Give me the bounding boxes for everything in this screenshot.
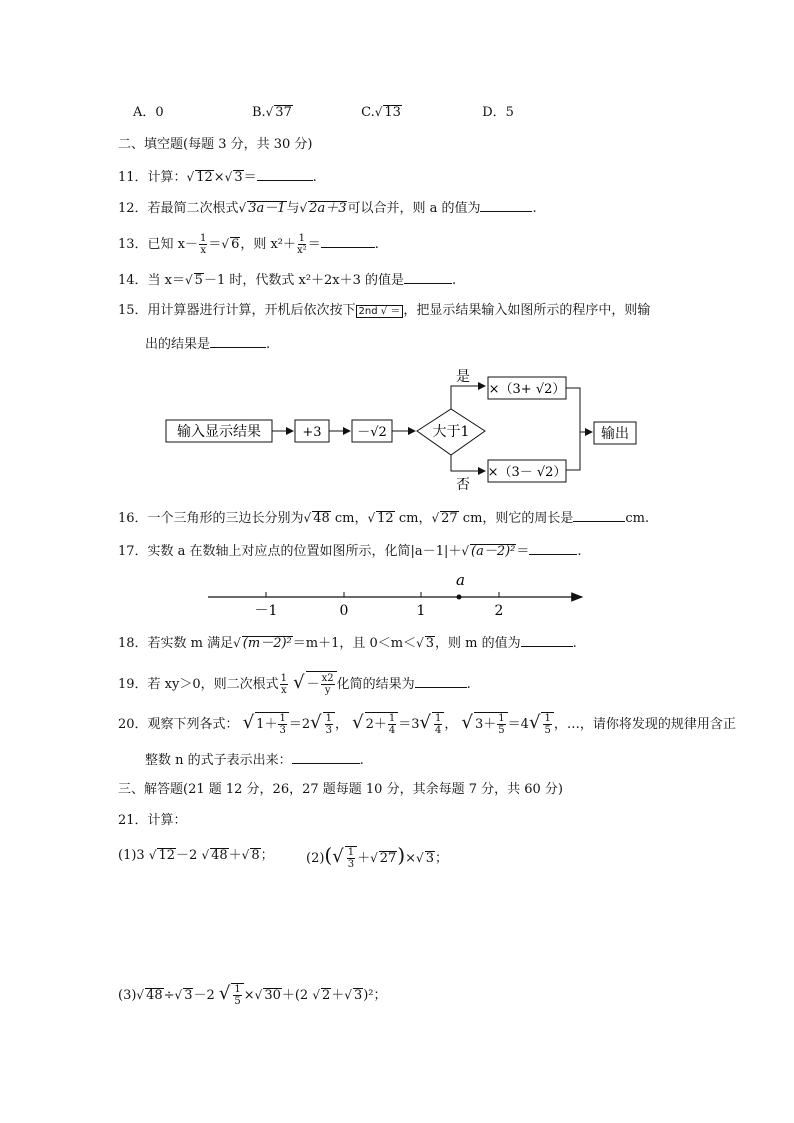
answer-blank[interactable] [321,234,375,248]
section3-heading: 三、解答题(21 题 12 分，26，27 题每题 10 分，其余每题 7 分，共 60 分) [118,782,563,797]
question-17: 17．实数 a 在数轴上对应点的位置如图所示，化简|a－1|＋√ (a－2)²＝ . [118,541,582,561]
section2-heading: 二、填空题(每题 3 分，共 30 分) [118,137,313,152]
flow-output-label: 输出 [601,426,629,442]
flow-no-label: 否 [456,477,470,493]
question-18: 18．若实数 m 满足√ (m－2)²＝m＋1，且 0＜m＜√ 3，则 m 的值为 . [118,633,577,653]
answer-blank[interactable] [480,198,532,212]
question-21-part3: (3)√ 48÷√ 3－2 √ $\frac{1}{5}$ ×√ 30＋(2 √ 2＋√ 3)²； [118,983,387,1007]
question-20-line2: 整数 n 的式子表示出来： . [145,750,364,770]
question-15-line2: 出的结果是 . [145,334,270,354]
calculator-keys: 2nd √ ＝ [356,305,404,318]
flow-subtract-label: －√2 [357,425,387,440]
answer-blank[interactable] [257,167,313,181]
answer-blank[interactable] [573,508,625,522]
number-line [200,568,600,620]
answer-blank[interactable] [415,674,467,688]
point-a-label: a [456,571,465,589]
flow-yes-op: ×（3+ √2） [488,382,566,397]
question-11: 11．计算：√ 12×√ 3＝ . [118,167,317,187]
question-21-part1: (1)3 √ 12－2 √ 48＋√ 8； [118,848,274,863]
question-21-part2: (2)(√ $\frac{1}{3}$ ＋√ 27)×√ 3； [306,843,448,870]
answer-blank[interactable] [292,750,360,764]
tick-label: －1 [254,603,278,619]
answer-blank[interactable] [404,270,452,284]
tick-label: 2 [494,603,504,619]
program-flowchart [160,365,680,495]
question-14: 14．当 x＝√ 5－1 时，代数式 x²＋2x＋3 的值是 . [118,270,456,290]
question-15: 15．用计算器进行计算，开机后依次按下 2nd √ ＝ ，把显示结果输入如图所示的程序中，则输 [118,303,651,318]
q10-options [133,103,514,122]
question-12: 12．若最简二次根式√ 3a－1与√ 2a＋3可以合并，则 a 的值为 . [118,198,537,218]
flow-add-label: +3 [302,425,322,440]
point-a [457,595,462,600]
option-a: A．0 [133,105,164,120]
question-13: 13．已知 x－ $\frac{1}{x}$ ＝√ 6，则 x²＋ $\frac{1}{\text{x²}}$ ＝ . [118,233,379,256]
flow-no-op: ×（3－ √2） [487,465,567,480]
answer-blank[interactable] [210,334,266,348]
option-d: D．5 [482,105,514,120]
tick-label: 1 [416,603,426,619]
option-c: C.√ 13 [361,105,401,120]
question-16: 16．一个三角形的三边长分别为√ 48 cm，√ 12 cm，√ 27 cm，则它的周长是 cm. [118,508,649,528]
question-20: 20．观察下列各式： √ 1＋ $\frac{1}{3}$ ＝2√ $\frac{1}{3}$ ， √ 2＋ $\frac{1}{4}$ ＝3√ $\frac{1}{4}$ ， √ 3＋ $\frac{1}{5}$ ＝4√ $\frac{1}{5}$ ，…，请你将发现的规律用含正 [118,712,736,736]
answer-blank[interactable] [529,541,577,555]
tick-label: 0 [339,603,349,619]
question-19: 19．若 xy＞0，则二次根式 $\frac{1}{x}$ √ － $\frac{x2}{y}$ 化简的结果为 . [118,672,471,696]
answer-blank[interactable] [521,633,573,647]
option-b: B.√ 37 [251,105,292,120]
flow-decision-label: 大于1 [432,424,470,440]
flow-input-label: 输入显示结果 [177,424,261,440]
question-21-title: 21．计算： [118,813,187,828]
flow-yes-label: 是 [456,369,470,385]
